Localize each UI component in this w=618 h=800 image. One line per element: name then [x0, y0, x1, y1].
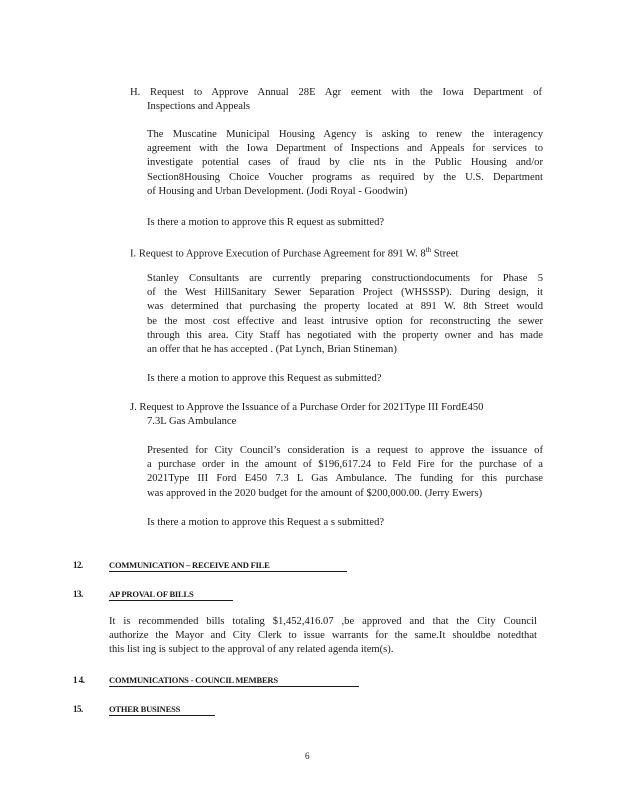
item-i-body-line4: be the most cost effective and least intrusive option for reconstructing the sewer — [147, 315, 543, 327]
item-h-body-line4: Section8Housing Choice Voucher programs as required by the U.S. Department — [147, 171, 543, 183]
section-13-body — [109, 615, 537, 658]
section-13-body-line3: this list ing is subject to the approval of any related agenda item(s). — [109, 644, 394, 656]
section-12-title: COMMUNICATION – RECEIVE AND FILE — [109, 560, 347, 572]
item-h-heading-line1: H. Request to Approve Annual 28E Agr eement with the Iowa Department of — [130, 87, 542, 98]
item-i-body-line6: an offer that he has accepted . (Pat Lynch, Brian Stineman) — [147, 344, 397, 356]
item-i-body-line1: Stanley Consultants are currently preparing constructiondocuments for Phase 5 — [147, 273, 543, 284]
item-j-heading-line2: 7.3L Gas Ambulance — [147, 416, 237, 428]
item-i-question: Is there a motion to approve this Request as submitted? — [147, 373, 382, 384]
item-j-body — [147, 444, 543, 501]
section-14-number: 1 4. — [73, 675, 85, 685]
item-i-body-line3: was determined that purchasing the property located at 891 W. 8th Street would — [147, 301, 543, 313]
section-13-title: AP PROVAL OF BILLS — [109, 589, 233, 601]
item-h-body-line2: agreement with the Iowa Department of Inspections and Appeals for services to — [147, 143, 543, 155]
item-i-heading-sup: th — [425, 246, 432, 254]
item-h-body-line5: of Housing and Urban Development. (Jodi Royal - Goodwin) — [147, 185, 408, 197]
item-j-body-line1: Presented for City Council’s consideration is a request to approve the issuance of — [147, 445, 543, 456]
section-13-body-line1: It is recommended bills totaling $1,452,416.07 ,be approved and that the City Council — [109, 616, 537, 627]
item-h-body-line3: investigate potential cases of fraud by clie nts in the Public Housing and/or — [147, 157, 543, 169]
section-15-title: OTHER BUSINESS — [109, 704, 215, 716]
item-j-question: Is there a motion to approve this Request a s submitted? — [147, 517, 385, 528]
item-j-body-line3: 2021Type III Ford E450 7.3 L Gas Ambulance. The funding for this purchase — [147, 473, 543, 485]
item-j-heading-line1: J. Request to Approve the Issuance of a Purchase Order for 2021Type III FordE450 — [130, 402, 484, 413]
section-13-body-line2: authorize the Mayor and City Clerk to issue warrants for the same.It shouldbe notedthat — [109, 630, 537, 642]
section-13-number: 13. — [73, 589, 83, 599]
section-15-number: 15. — [73, 704, 83, 714]
item-i-heading-text: I. Request to Approve Execution of Purchase Agreement for 891 W. 8 — [130, 248, 426, 260]
item-j-heading — [130, 401, 542, 429]
item-i-heading-suffix: Street — [431, 248, 459, 260]
item-i-body-line5: through this area. City Staff has negotiated with the property owner and has made — [147, 329, 543, 341]
item-h-question: Is there a motion to approve this R equest as submitted? — [147, 217, 385, 228]
item-j-body-line2: a purchase order in the amount of $196,617.24 to Feld Fire for the purchase of a — [147, 459, 543, 471]
section-14-title: COMMUNICATIONS - COUNCIL MEMBERS — [109, 675, 359, 687]
item-h-heading — [130, 86, 542, 114]
section-12-number: 12. — [73, 560, 83, 570]
item-i-body-line2: of the West HillSanitary Sewer Separation Project (WHSSSP). During design, it — [147, 287, 543, 299]
item-h-heading-line2: Inspections and Appeals — [147, 101, 250, 113]
item-i-heading — [130, 243, 459, 262]
item-i-body — [147, 272, 543, 357]
item-h-body-line1: The Muscatine Municipal Housing Agency is asking to renew the interagency — [147, 129, 543, 140]
item-j-body-line4: was approved in the 2020 budget for the amount of $200,000.00. (Jerry Ewers) — [147, 487, 483, 499]
page-number: 6 — [305, 751, 310, 761]
item-h-body — [147, 128, 543, 199]
